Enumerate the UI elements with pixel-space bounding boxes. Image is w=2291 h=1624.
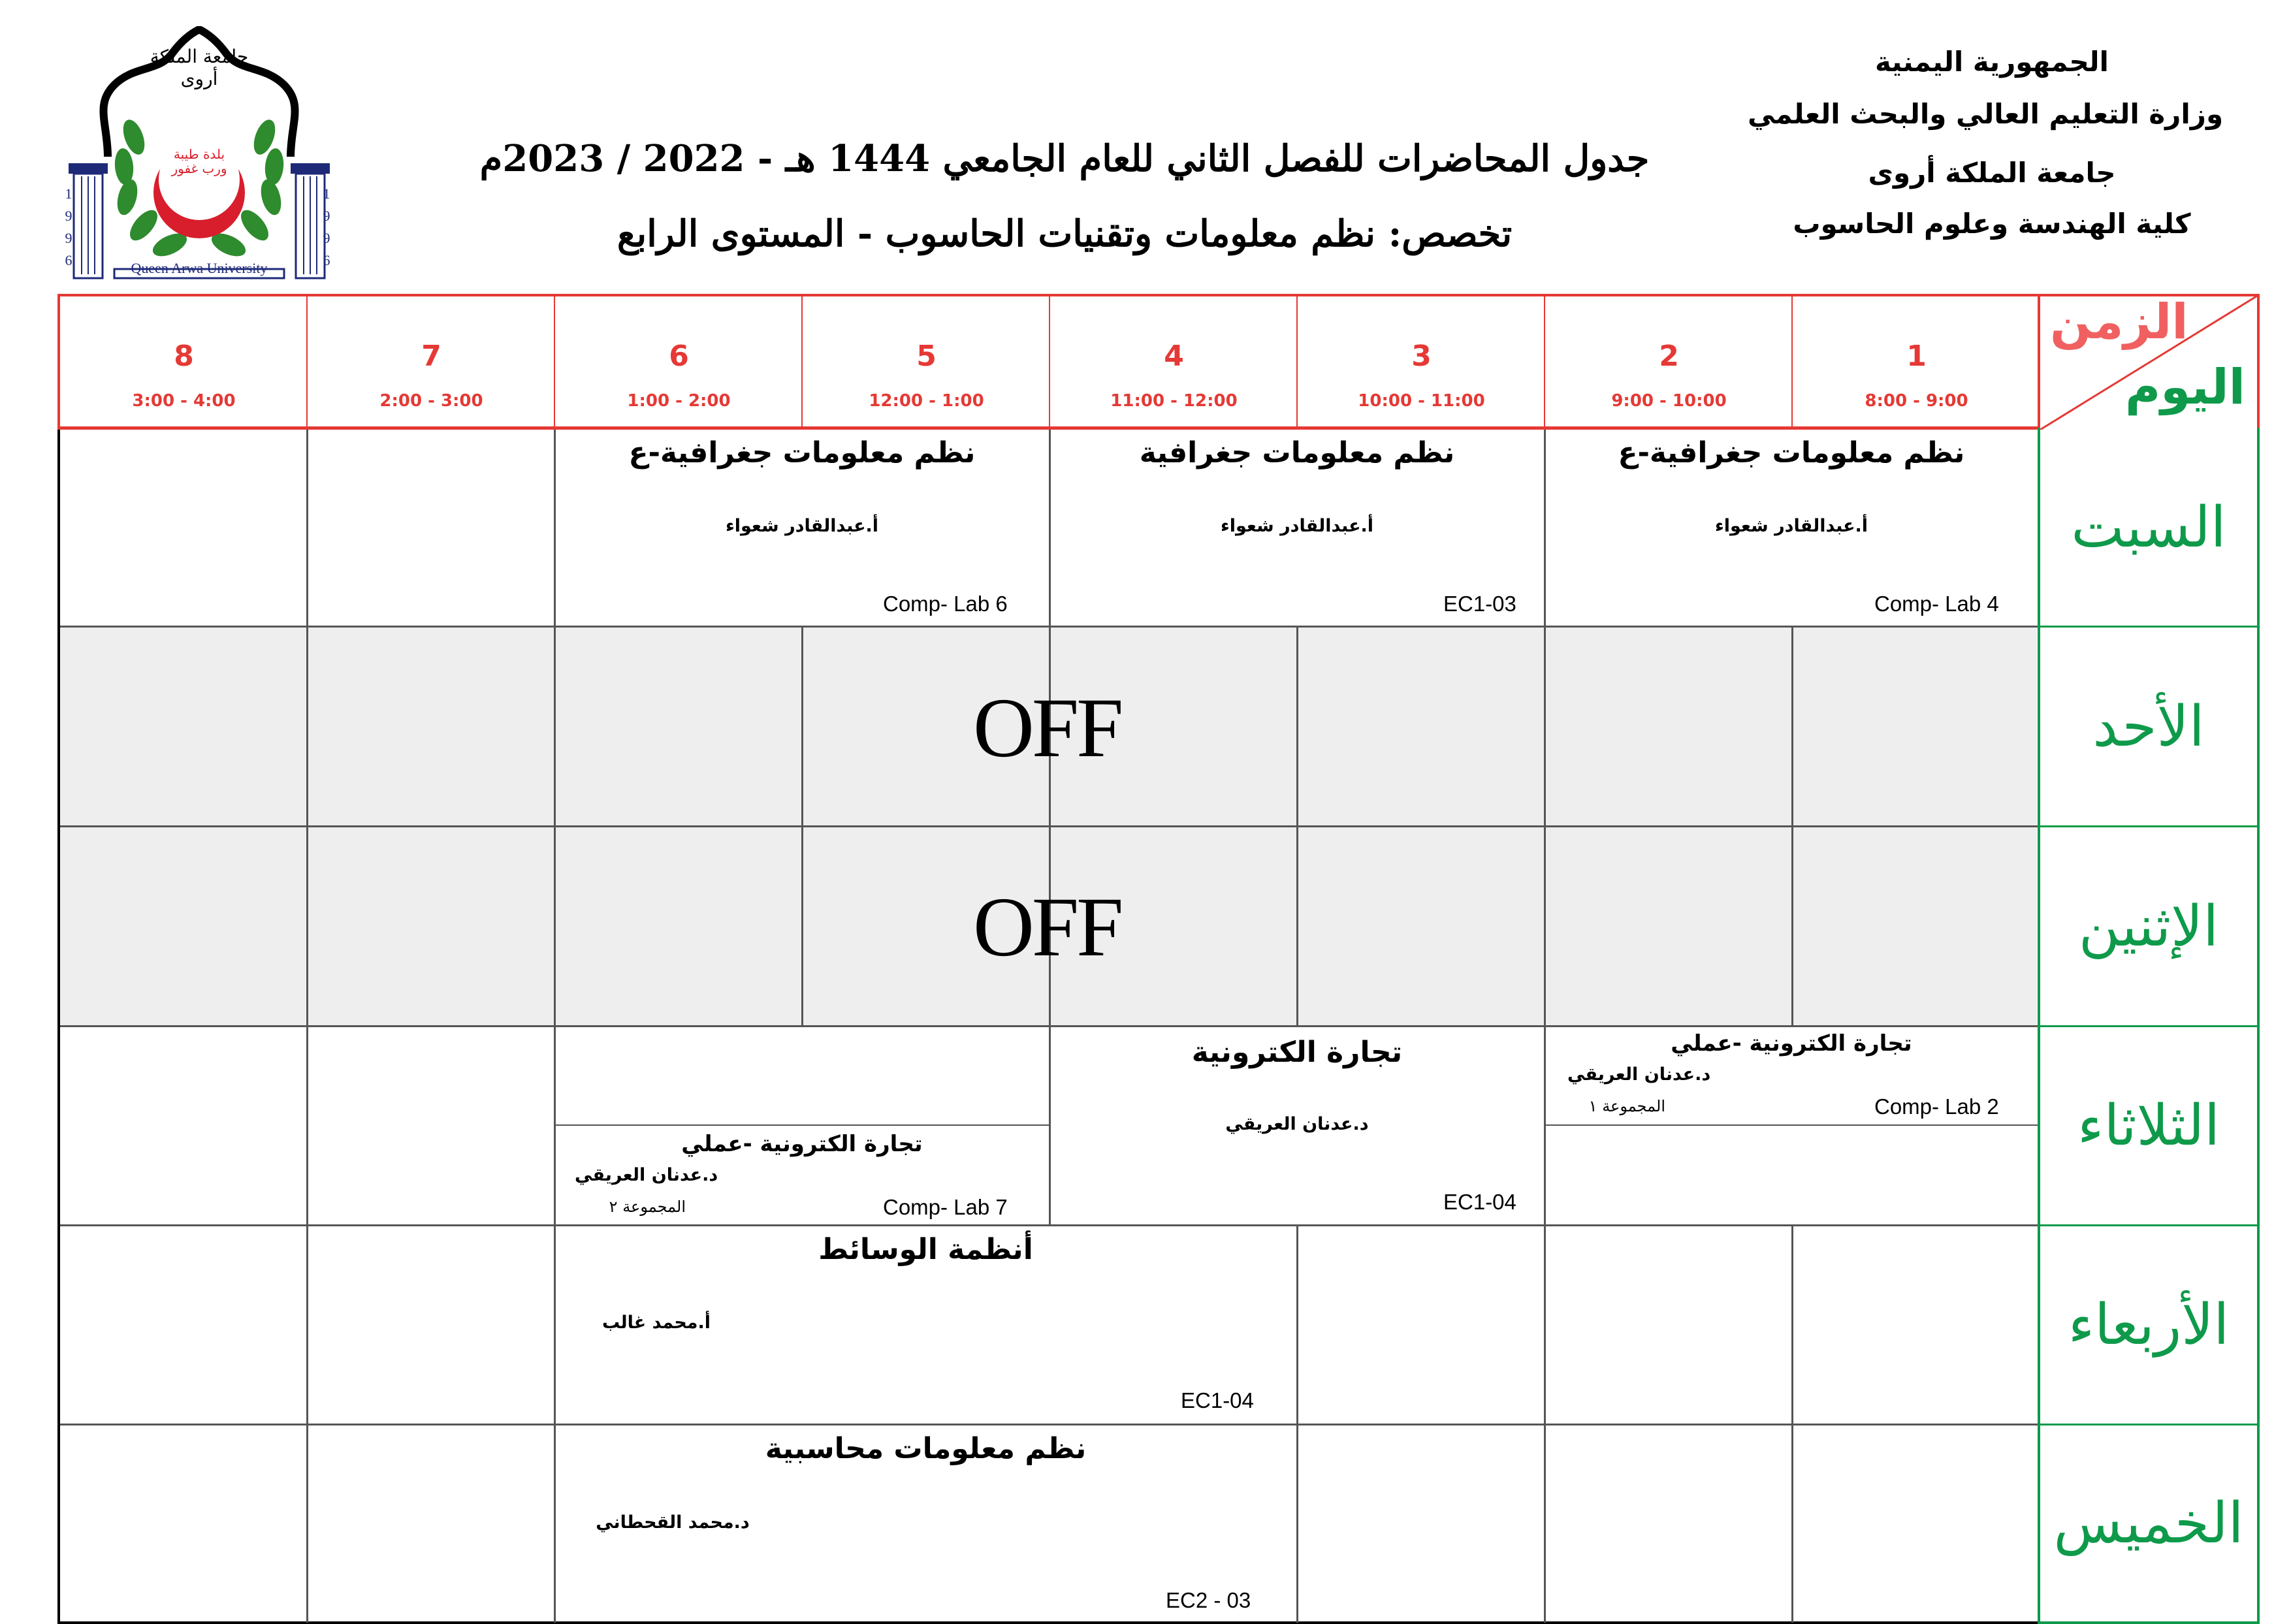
subject-name: نظم معلومات جغرافية-ع: [1618, 436, 1965, 470]
corner-time-label: الزمن: [2050, 294, 2188, 350]
corner-cell: [2040, 294, 2258, 430]
room-label: EC1-04: [1181, 1388, 1254, 1412]
off-label-sunday: OFF: [973, 681, 1121, 775]
period-4: 4 11:00 - 12:00: [1110, 340, 1238, 411]
logo-top-text: جامعة الملكة أروى: [150, 46, 249, 89]
teacher-name: د.عدنان العريقي: [575, 1165, 718, 1185]
corner-borders: [2038, 294, 2040, 430]
university-name: جامعة الملكة أروى: [1868, 157, 2116, 189]
subject-name: نظم معلومات جغرافية: [1139, 436, 1455, 470]
group-label: المجموعة ٢: [609, 1198, 686, 1216]
period-8: 8 3:00 - 4:00: [132, 340, 236, 411]
subject-name: تجارة الكترونية -عملي: [681, 1131, 923, 1157]
room-label: EC1-04: [1443, 1190, 1516, 1214]
teacher-name: أ.عبدالقادر شعواء: [725, 516, 879, 536]
day-monday: الإثنين: [2078, 893, 2219, 959]
period-2: 2 9:00 - 10:00: [1611, 340, 1727, 411]
group-label: المجموعة ١: [1588, 1097, 1665, 1115]
logo-latin-text: Queen Arwa University: [131, 260, 268, 276]
subject-name: نظم معلومات جغرافية-ع: [628, 436, 976, 470]
room-label: EC2 - 03: [1166, 1588, 1251, 1612]
corner-day-label: اليوم: [2125, 359, 2245, 415]
room-label: Comp- Lab 2: [1874, 1094, 1999, 1119]
subject-name: تجارة الكترونية: [1191, 1036, 1403, 1069]
day-sunday: الأحد: [2092, 693, 2205, 759]
room-label: Comp- Lab 4: [1874, 592, 1999, 616]
day-thursday: الخميس: [2053, 1491, 2244, 1556]
subject-name: أنظمة الوسائط: [818, 1233, 1033, 1266]
header-right-border: [2257, 294, 2260, 430]
room-label: Comp- Lab 7: [883, 1195, 1008, 1219]
teacher-name: أ.عبدالقادر شعواء: [1220, 516, 1374, 536]
room-label: EC1-03: [1443, 592, 1516, 616]
college-name: كلية الهندسة وعلوم الحاسوب: [1793, 208, 2191, 240]
teacher-name: د.محمد القحطاني: [596, 1512, 750, 1533]
day-wednesday: الأربعاء: [2068, 1292, 2230, 1358]
period-3: 3 10:00 - 11:00: [1358, 340, 1485, 411]
period-5: 5 12:00 - 1:00: [869, 340, 984, 411]
room-label: Comp- Lab 6: [883, 592, 1008, 616]
page-subtitle: تخصص: نظم معلومات وتقنيات الحاسوب - المستوى الرابع: [617, 212, 1513, 255]
page-title: جدول المحاضرات للفصل الثاني للعام الجامعي 1444 هـ - 2022 / 2023م: [479, 137, 1650, 180]
day-saturday: السبت: [2071, 495, 2226, 560]
logo-year-right: 1 9 9 6: [323, 185, 330, 268]
teacher-name: د.عدنان العريقي: [1225, 1114, 1369, 1134]
teacher-name: د.عدنان العريقي: [1567, 1064, 1711, 1085]
subject-name: نظم معلومات محاسبية: [765, 1432, 1087, 1465]
subject-name: تجارة الكترونية -عملي: [1671, 1030, 1912, 1057]
logo-year-left: 1 9 9 6: [65, 185, 72, 268]
day-tuesday: الثلاثاء: [2077, 1093, 2220, 1158]
country-name: الجمهورية اليمنية: [1875, 46, 2109, 78]
teacher-name: أ.عبدالقادر شعواء: [1714, 516, 1868, 536]
period-6: 6 1:00 - 2:00: [627, 340, 731, 411]
period-7: 7 2:00 - 3:00: [379, 340, 483, 411]
logo-inner-text: بلدة طيبة ورب غفور: [171, 146, 227, 176]
teacher-name: أ.محمد غالب: [601, 1313, 711, 1333]
ministry-name: وزارة التعليم العالي والبحث العلمي: [1747, 98, 2224, 130]
period-1: 1 8:00 - 9:00: [1865, 340, 1968, 411]
off-label-monday: OFF: [973, 880, 1121, 974]
